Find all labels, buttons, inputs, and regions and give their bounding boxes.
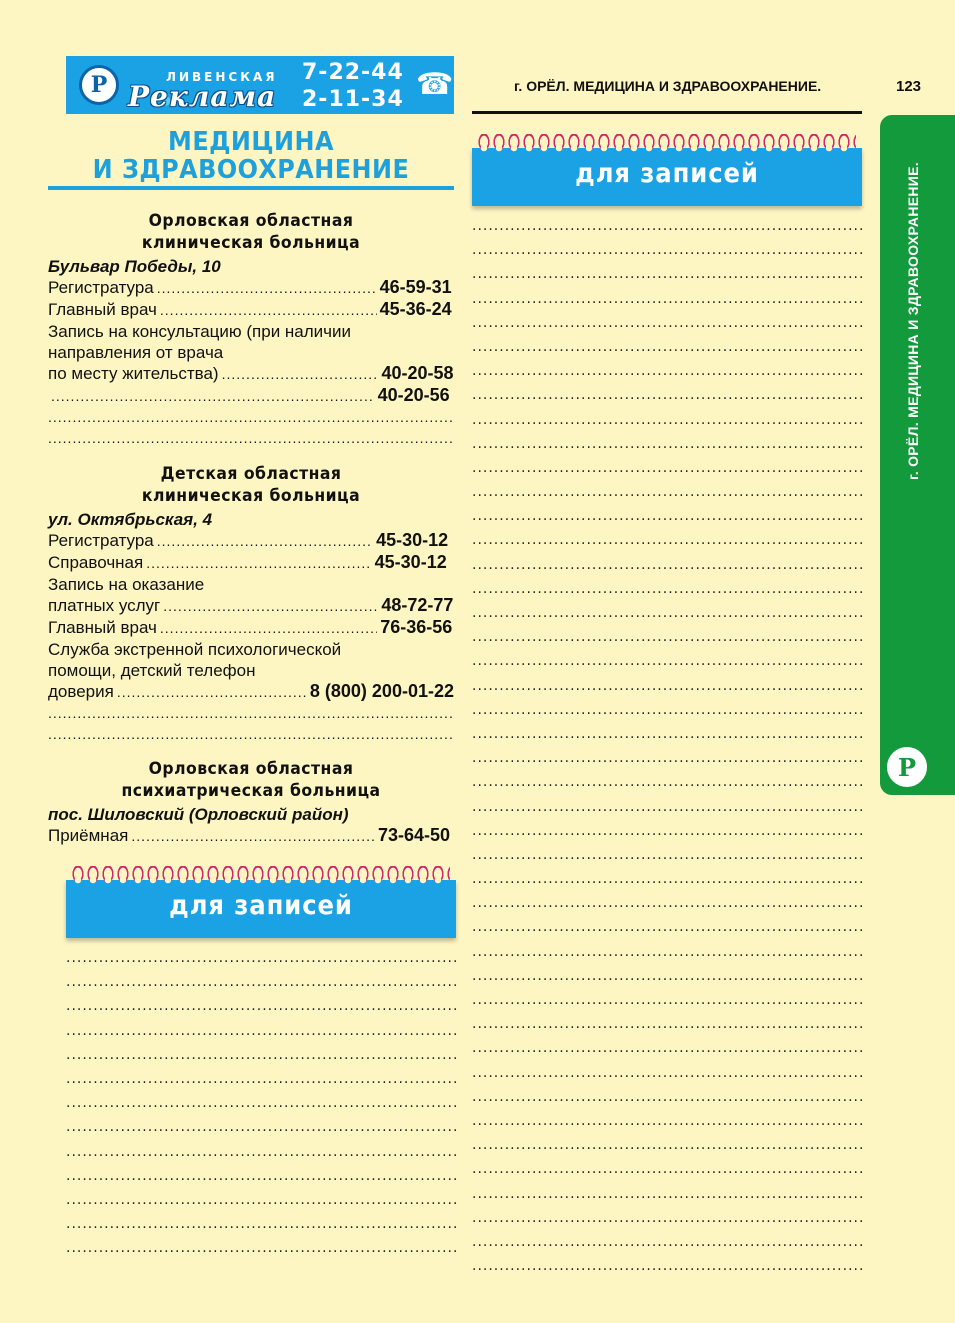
blank-line — [472, 871, 862, 895]
blank-line — [472, 847, 862, 871]
phone-row: платных услуг ..... 48-72-77 — [48, 595, 454, 617]
phone-row: по месту жительства) ..... 40-20-58 — [48, 363, 454, 385]
blank-line — [472, 1113, 862, 1137]
blank-line — [472, 823, 862, 847]
directory-entry — [48, 758, 454, 847]
blank-line — [472, 702, 862, 726]
blank-line — [66, 950, 456, 974]
phone-number: 45-30-12 — [374, 552, 447, 572]
blank-line — [472, 242, 862, 266]
phone-number: 73-64-50 — [378, 825, 451, 845]
entry-address: пос. Шиловский (Орловский район) — [48, 805, 349, 824]
blank-line — [66, 1023, 456, 1047]
banner-phone: 2-11-34 — [302, 87, 404, 112]
notes-lines — [472, 218, 862, 1282]
directory-entry — [48, 210, 454, 449]
blank-line — [472, 1234, 862, 1258]
entry-name: Орловская областная клиническая больница — [141, 211, 361, 253]
blank-line — [472, 919, 862, 943]
advertiser-banner — [66, 56, 454, 114]
blank-line — [66, 1168, 456, 1192]
blank-line — [472, 339, 862, 363]
entry-address: Бульвар Победы, 10 — [48, 257, 221, 276]
spiral-binding-icon — [72, 866, 450, 888]
entry-address: ул. Октябрьская, 4 — [48, 510, 213, 529]
blank-line — [472, 895, 862, 919]
blank-line — [472, 387, 862, 411]
brand-logo: Р — [79, 65, 119, 105]
blank-line — [66, 1192, 456, 1216]
notes-lines — [66, 950, 456, 1264]
blank-line — [66, 1216, 456, 1240]
notes-header — [472, 134, 862, 206]
phone-number: 8 (800) 200-01-22 — [309, 681, 454, 701]
blank-line — [66, 1119, 456, 1143]
blank-line — [472, 750, 862, 774]
notes-header — [66, 866, 456, 938]
entry-note: помощи, детский телефон — [48, 661, 256, 680]
phone-number: 45-36-24 — [379, 299, 452, 319]
entry-name: Орловская областная психиатрическая больница — [121, 759, 381, 801]
phone-row: доверия ..... 8 (800) 200-01-22 — [48, 681, 454, 703]
blank-line — [472, 412, 862, 436]
directory-entry — [48, 463, 454, 745]
blank-line — [472, 968, 862, 992]
banner-phone: 7-22-44 — [302, 60, 404, 85]
page-number: 123 — [896, 78, 922, 95]
blank-line — [472, 726, 862, 750]
blank-line — [472, 1040, 862, 1064]
blank-line — [48, 703, 454, 724]
blank-line — [472, 508, 862, 532]
blank-line — [472, 774, 862, 798]
title-divider — [48, 186, 454, 190]
blank-line — [472, 363, 862, 387]
blank-line — [472, 1137, 862, 1161]
entry-note: Запись на оказание — [48, 575, 205, 594]
entry-note: направления от врача — [48, 343, 224, 362]
blank-line — [66, 1144, 456, 1168]
blank-line — [472, 532, 862, 556]
blank-line — [472, 557, 862, 581]
brand-name: Реклама — [128, 80, 277, 113]
blank-line — [472, 1065, 862, 1089]
phone-row: Приёмная ..... 73-64-50 — [48, 825, 454, 847]
phone-number: 40-20-56 — [377, 385, 450, 405]
notes-label: для записей — [575, 158, 759, 189]
phone-row — [48, 385, 454, 407]
phone-row: Справочная ..... 45-30-12 — [48, 552, 454, 574]
blank-line — [472, 1161, 862, 1185]
phone-number: 46-59-31 — [379, 277, 452, 297]
blank-line — [472, 291, 862, 315]
blank-line — [472, 605, 862, 629]
side-tab-label: г. ОРЁЛ. МЕДИЦИНА И ЗДРАВООХРАНЕНИЕ. — [905, 162, 921, 480]
blank-line — [472, 992, 862, 1016]
blank-line — [472, 944, 862, 968]
phone-number: 48-72-77 — [381, 595, 454, 615]
blank-line — [472, 799, 862, 823]
phone-number: 76-36-56 — [380, 617, 453, 637]
header-divider — [472, 111, 862, 114]
banner-phones — [302, 59, 404, 113]
blank-line — [472, 1186, 862, 1210]
phone-row: Регистратура ..... 45-30-12 — [48, 530, 454, 552]
telephone-icon: ☎ — [416, 67, 454, 102]
blank-line — [66, 974, 456, 998]
blank-line — [66, 1095, 456, 1119]
blank-line — [48, 724, 454, 745]
blank-line — [66, 998, 456, 1022]
entry-name: Детская областная клиническая больница — [141, 464, 361, 506]
phone-number: 40-20-58 — [381, 363, 454, 383]
phone-number: 45-30-12 — [376, 530, 449, 550]
side-logo-icon: Р — [884, 744, 930, 790]
blank-line — [66, 1071, 456, 1095]
blank-line — [472, 678, 862, 702]
blank-line — [472, 218, 862, 242]
blank-line — [472, 460, 862, 484]
brand-subtitle: ЛИВЕНСКАЯ — [166, 70, 278, 84]
entry-note: Запись на консультацию (при наличии — [48, 322, 352, 341]
blank-line — [472, 1089, 862, 1113]
blank-line — [48, 407, 454, 428]
blank-line — [66, 1240, 456, 1264]
blank-line — [472, 436, 862, 460]
blank-line — [472, 1210, 862, 1234]
blank-line — [472, 484, 862, 508]
phone-row: Главный врач ..... 45-36-24 — [48, 299, 454, 321]
blank-line — [48, 428, 454, 449]
phone-row: Регистратура ..... 46-59-31 — [48, 277, 454, 299]
running-header: г. ОРЁЛ. МЕДИЦИНА И ЗДРАВООХРАНЕНИЕ. — [514, 78, 822, 94]
phone-row: Главный врач ..... 76-36-56 — [48, 617, 454, 639]
blank-line — [472, 629, 862, 653]
blank-line — [472, 266, 862, 290]
entry-note: Служба экстренной психологической — [48, 640, 342, 659]
notes-label: для записей — [169, 890, 353, 921]
blank-line — [472, 1016, 862, 1040]
blank-line — [472, 315, 862, 339]
spiral-binding-icon — [478, 134, 856, 156]
blank-line — [66, 1047, 456, 1071]
section-title: МЕДИЦИНА И ЗДРАВООХРАНЕНИЕ — [92, 127, 410, 185]
blank-line — [472, 581, 862, 605]
blank-line — [472, 653, 862, 677]
blank-line — [472, 1258, 862, 1282]
